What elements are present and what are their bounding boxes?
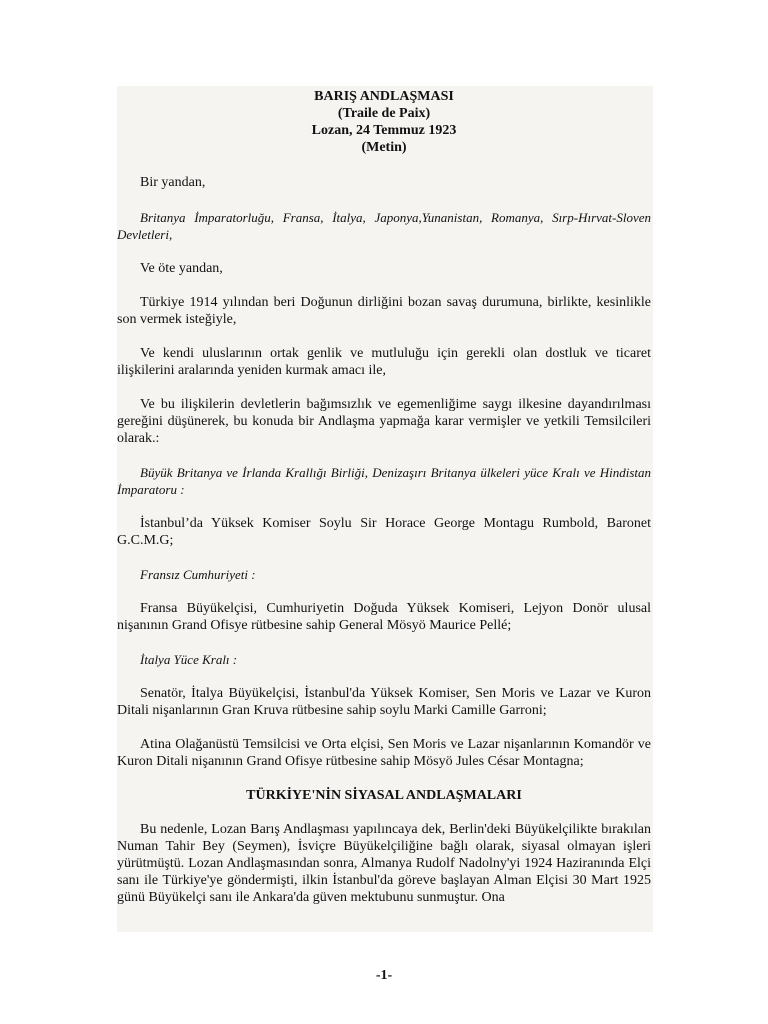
paragraph-3: Ve öte yandan, — [140, 261, 223, 276]
paragraph-11: İtalya Yüce Kralı : — [140, 652, 238, 667]
paragraph-13: Atina Olağanüstü Temsilcisi ve Orta elçisi, Sen Moris ve Lazar nişanlarının Komandör ve Kuron Ditali nişanının Grand Ofisye rütbesine sahip Mösyö Jules César Montagna; — [117, 737, 651, 769]
paragraph-6: Ve bu ilişkilerin devletlerin bağımsızlık ve egemenliğime saygı ilkesine dayandırılması gereğini düşünerek, bu konuda bir Andlaşma yapmağa karar vermişler ve yetkili Temsilcileri olarak.: — [117, 397, 651, 446]
paragraph-7: Büyük Britanya ve İrlanda Krallığı Birliği, Denizaşırı Britanya ülkeleri yüce Kralı ve Hindistan İmparatoru : — [117, 465, 651, 497]
document-note: (Metin) — [361, 140, 407, 155]
paragraph-8: İstanbul’da Yüksek Komiser Soylu Sir Horace George Montagu Rumbold, Baronet G.C.M.G; — [117, 516, 651, 548]
paragraph-1: Bir yandan, — [140, 175, 206, 190]
page-number: -1- — [375, 968, 393, 983]
document-place-date: Lozan, 24 Temmuz 1923 — [311, 123, 457, 138]
section-heading: TÜRKİYE'NİN SİYASAL ANDLAŞMALARI — [246, 788, 522, 803]
document-subtitle: (Traile de Paix) — [337, 106, 431, 121]
paragraph-2: Britanya İmparatorluğu, Fransa, İtalya, Japonya,Yunanistan, Romanya, Sırp-Hırvat-Sloven Devletleri, — [117, 210, 651, 242]
paragraph-12: Senatör, İtalya Büyükelçisi, İstanbul'da Yüksek Komiser, Sen Moris ve Lazar ve Kuron Ditali nişanlarının Gran Kruva rütbesine sahip soylu Marki Camille Garroni; — [117, 686, 651, 718]
paragraph-9: Fransız Cumhuriyeti : — [140, 567, 256, 582]
document-title: BARIŞ ANDLAŞMASI — [314, 89, 454, 104]
paragraph-4: Türkiye 1914 yılından beri Doğunun dirliğini bozan savaş durumuna, birlikte, kesinlikle son vermek isteğiyle, — [117, 295, 651, 327]
document-title-block — [117, 88, 651, 156]
paragraph-10: Fransa Büyükelçisi, Cumhuriyetin Doğuda Yüksek Komiseri, Lejyon Donör ulusal nişanının Grand Ofisye rütbesine sahip General Mösyö Maurice Pellé; — [117, 601, 651, 633]
section-paragraph: Bu nedenle, Lozan Barış Andlaşması yapılıncaya dek, Berlin'deki Büyükelçilikte bırakılan Numan Tahir Bey (Seymen), İsviçre Büyükelçiliğine bağlı olarak, siyasal olmayan işleri yürütmüştü. Lozan Andlaşmasından sonra, Almanya Rudolf Nadolny'yi 1924 Haziranında Elçi sanı ile Türkiye'ye göndermişti, ilkin İstanbul'da göreve başlayan Alman Elçisi 30 Mart 1925 günü Büyükelçi sanı ile Ankara'da güven mektubunu sunmuştur. Ona — [117, 822, 651, 905]
document-body — [117, 86, 651, 906]
paragraph-5: Ve kendi uluslarının ortak genlik ve mutluluğu için gerekli olan dostluk ve ticaret ilişkilerini aralarında yeniden kurmak amacı ile, — [117, 346, 651, 378]
